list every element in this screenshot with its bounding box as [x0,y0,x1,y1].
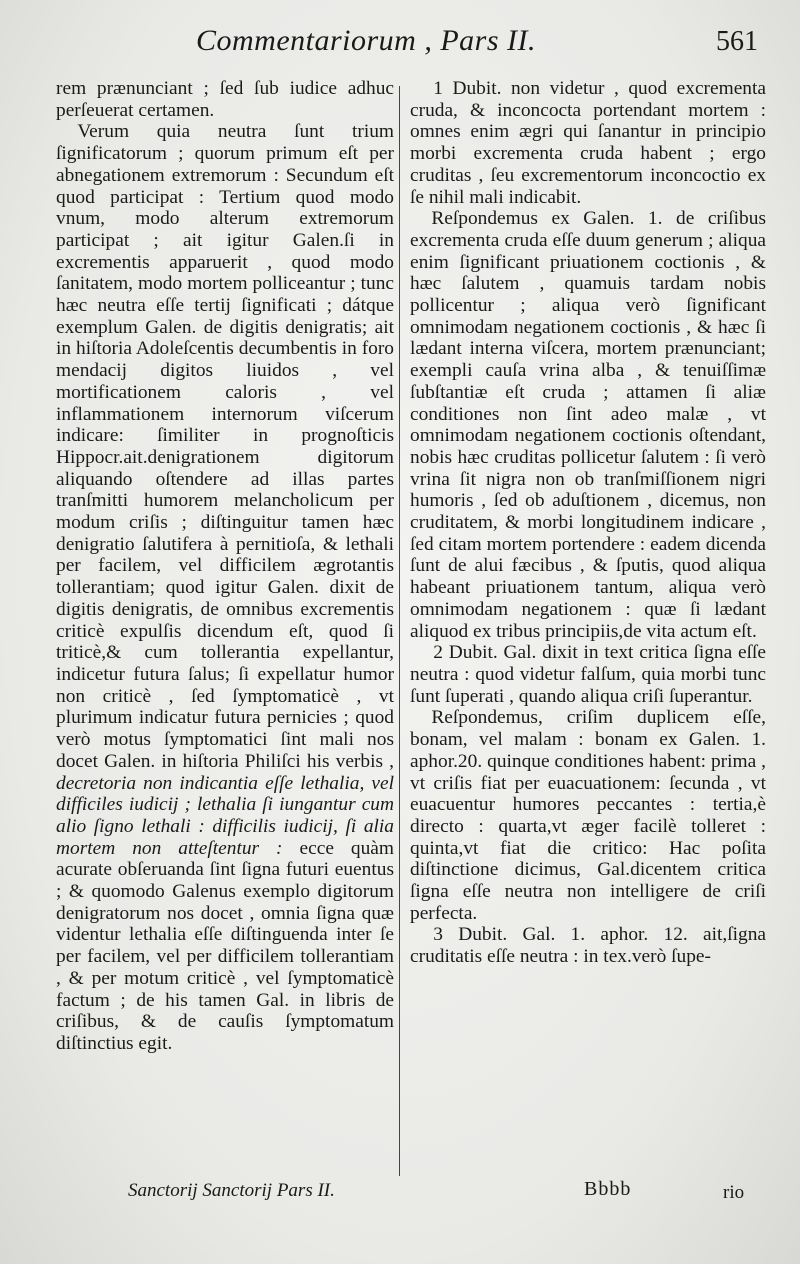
signature-mark: Bbbb [584,1178,632,1200]
catchword: rio [723,1182,745,1203]
dubitatio-3: 3 Dubit. Gal. 1. aphor. 12. ait,ſigna cruditatis eſſe neutra : in tex.verò ſupe- [410,924,766,968]
responsio-2: Reſpondemus, criſim duplicem eſſe, bonam, vel malam : bonam ex Galen. 1. aphor.20. quinque conditiones habent: prima , vt criſis fiat per euacuationem: ſecunda , vt euacuentur humores peccantes : tertia,è directo : quarta,vt æger facilè tolleret : quinta,vt fiat die critico: Hac poſita diſtinctione dicimus, Gal.dicentem critica ſigna eſſe neutra non intelligere de criſi perfecta. [410,707,766,924]
left-column [56,78,394,1055]
left-paragraph-2 [56,121,394,1054]
page-number: 561 [716,26,758,57]
right-column [410,78,766,968]
left-paragraph-2-text-a: Verum quia neutra ſunt trium ſignificatorum ; quorum primum eſt per abnegationem extremorum : Secundum eſt quod participat : Tertium quod modo vnum, modo alterum extremorum participat ; ait igitur Galen.ſi in excrementis apparuerit , quod modo ſanitatem, modo mortem polliceantur ; tunc hæc neutra eſſe tertij ſignificati ; dátque exemplum Galen. de digitis denigratis; ait in hiſtoria Adoleſcentis decumbentis in foro mendacij digitos liuidos , vel mortificationem caloris , vel inflammationem internorum viſcerum indicare: ſimiliter in prognoſticis Hippocr.ait.denigrationem digitorum aliquando oſtendere ad illas partes tranſmitti humorem melancholicum per modum criſis ; diſtinguitur tamen hæc denigratio ſalutifera à pernitioſa, & lethali per facilem, vel difficilem ægrotantis tollerantiam; quod igitur Galen. dixit de digitis denigratis, de omnibus excrementis criticè expulſis dicendum eſt, quod ſi triticè,& cum tollerantia expellantur, indicetur futura ſalus; ſi expellatur humor non criticè , ſed ſymptomaticè , vt plurimum indicatur futura pernicies ; quod verò motus ſymptomatici ſint mali nos docet Galen. in hiſtoria Philiſci his verbis , [56,121,394,772]
page-header [0,22,800,72]
column-rule [399,86,400,1176]
left-paragraph-1: rem prænunciant ; ſed ſub iudice adhuc perſeuerat certamen. [56,78,394,121]
dubitatio-2: 2 Dubit. Gal. dixit in text critica ſigna eſſe neutra : quod videtur falſum, quia morbi tunc ſunt ſuperati , quando aliqua criſi ſuperantur. [410,642,766,707]
running-head: Commentariorum , Pars II. [196,24,536,57]
left-paragraph-2-text-b: ecce quàm acurate obſeruanda ſint ſigna futuri euentus ; & quomodo Galenus exemplo digitorum denigratorum nos docet , omnia ſigna quæ videntur lethalia eſſe diſtinguenda inter ſe per facilem, vel per difficilem tollerantiam , & per motum criticè , vel ſymptomaticè factum ; de his tamen Gal. in libris de criſibus, & de cauſis ſymptomatum diſtinctius egit. [56,837,394,1054]
dubitatio-1: 1 Dubit. non videtur , quod excrementa cruda, & inconcocta portendant mortem : omnes enim ægri qui ſanantur in principio morbi excrementa cruda habent ; ergo cruditas , ſeu excrementorum inconcoctio ex ſe nihil mali indicabit. [410,78,766,208]
left-paragraph-2-quote: decretoria non indicantia eſſe lethalia, vel difficiles iudicij ; lethalia ſi iungantur cum alio ſigno lethali : difficilis iudicij, ſi alia mortem non atteſtentur : [56,772,394,859]
footer-running-title: Sanctorij Sanctorij Pars II. [128,1180,335,1201]
responsio-1: Reſpondemus ex Galen. 1. de criſibus excrementa cruda eſſe duum generum ; aliqua enim ſignificant priuationem coctionis , & hæc ſalutem , quamuis tardam nobis pollicentur ; aliqua verò ſignificant omnimodam negationem coctionis , & hæc ſi lædant interna viſcera, mortem prænunciant; exempli cauſa vrina alba , & tenuiſſimæ ſubſtantiæ eſt cruda ; attamen ſi aliæ conditiones non ſint adeo malæ , vt omnimodam negationem coctionis oſtendant, nobis hæc cruditas pollicetur ſalutem : ſi verò vrina ſit nigra non ob tranſmiſſionem nigri humoris , ſed ob aduſtionem , dicemus, non cruditatem, & morbi longitudinem indicare , ſed citam mortem portendere : eadem dicenda ſunt de alui fæcibus , & ſputis, quod aliqua habeant priuationem tantum, aliqua verò omnimodam negationem : quæ ſi lædant aliquod ex tribus principiis,de vita actum eſt. [410,208,766,642]
